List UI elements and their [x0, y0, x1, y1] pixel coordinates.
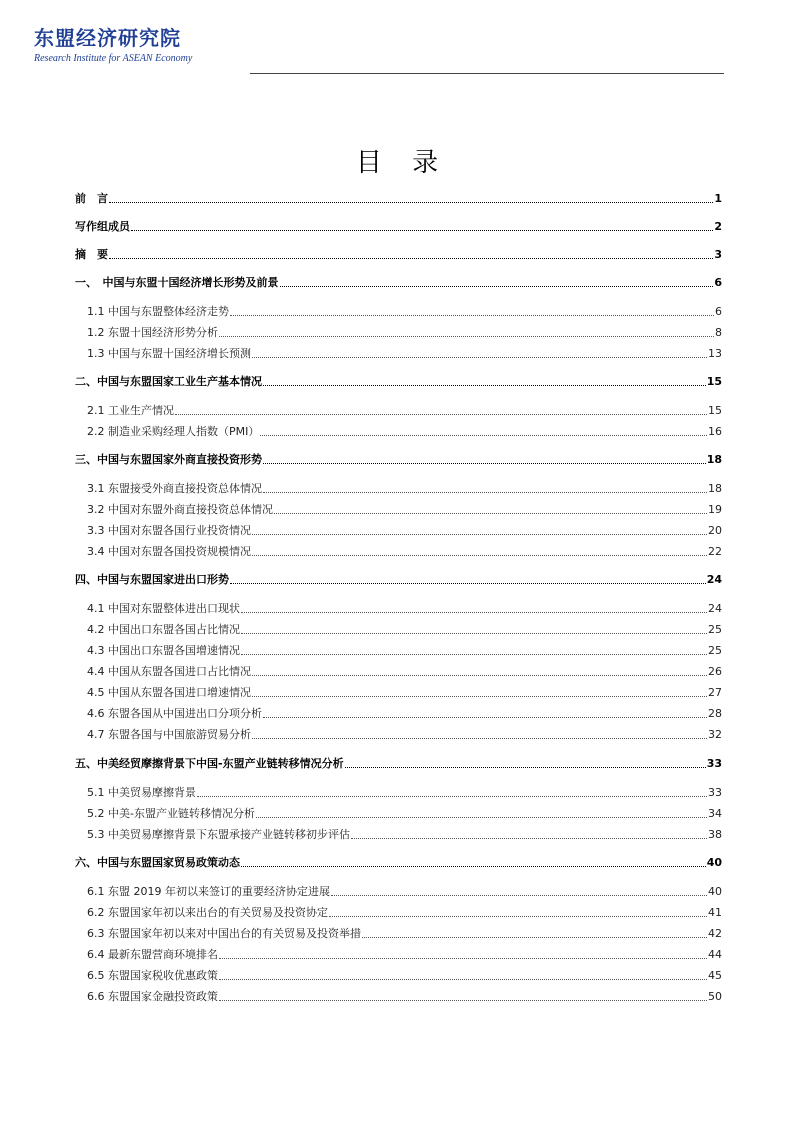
- toc-leader: [345, 767, 706, 768]
- organization-logo-en: Research Institute for ASEAN Economy: [34, 53, 193, 64]
- toc-page-number: 18: [706, 453, 722, 466]
- toc-subentry[interactable]: [87, 904, 722, 920]
- toc-leader: [252, 675, 707, 676]
- toc-entry[interactable]: [75, 246, 722, 262]
- toc-subentry[interactable]: [87, 345, 722, 361]
- toc-entry-label: 4.4 中国从东盟各国进口占比情况: [87, 665, 251, 678]
- toc-entry-label: 1.2 东盟十国经济形势分析: [87, 326, 218, 339]
- toc-page-number: 33: [706, 757, 722, 770]
- toc-subentry[interactable]: [87, 946, 722, 962]
- toc-entry-label: 6.3 东盟国家年初以来对中国出台的有关贸易及投资举措: [87, 927, 361, 940]
- toc-subentry[interactable]: [87, 423, 722, 439]
- organization-logo-cn: 东盟经济研究院: [34, 26, 181, 50]
- toc-entry-label: 3.2 中国对东盟外商直接投资总体情况: [87, 503, 273, 516]
- toc-page-number: 2: [714, 220, 722, 233]
- toc-page-number: 15: [708, 404, 722, 417]
- toc-entry[interactable]: [75, 451, 722, 467]
- toc-entry[interactable]: [75, 373, 722, 389]
- toc-page-number: 1: [714, 192, 722, 205]
- toc-page-number: 6: [714, 276, 722, 289]
- toc-leader: [263, 463, 706, 464]
- toc-entry[interactable]: [75, 274, 722, 290]
- toc-subentry[interactable]: [87, 480, 722, 496]
- toc-leader: [131, 230, 713, 231]
- toc-entry-label: 3.3 中国对东盟各国行业投资情况: [87, 524, 251, 537]
- toc-subentry[interactable]: [87, 967, 722, 983]
- toc-subentry[interactable]: [87, 501, 722, 517]
- toc-leader: [252, 738, 707, 739]
- toc-leader: [274, 513, 707, 514]
- toc-leader: [252, 534, 707, 535]
- toc-entry-label: 六、中国与东盟国家贸易政策动态: [75, 856, 240, 869]
- toc-page-number: 25: [708, 644, 722, 657]
- toc-entry-label: 一、 中国与东盟十国经济增长形势及前景: [75, 276, 279, 289]
- toc-leader: [241, 612, 707, 613]
- page-header: [34, 22, 734, 78]
- toc-entry-label: 5.3 中美贸易摩擦背景下东盟承接产业链转移初步评估: [87, 828, 350, 841]
- toc-entry-label: 2.2 制造业采购经理人指数（PMI）: [87, 425, 260, 438]
- toc-entry-label: 6.2 东盟国家年初以来出台的有关贸易及投资协定: [87, 906, 328, 919]
- toc-leader: [331, 895, 707, 896]
- toc-subentry[interactable]: [87, 784, 722, 800]
- header-divider: [250, 73, 724, 74]
- toc-entry-label: 1.1 中国与东盟整体经济走势: [87, 305, 229, 318]
- toc-leader: [252, 555, 707, 556]
- toc-entry-label: 2.1 工业生产情况: [87, 404, 174, 417]
- toc-entry-label: 3.1 东盟接受外商直接投资总体情况: [87, 482, 262, 495]
- toc-entry-label: 4.7 东盟各国与中国旅游贸易分析: [87, 728, 251, 741]
- toc-entry-label: 写作组成员: [75, 220, 130, 233]
- toc-entry-label: 四、中国与东盟国家进出口形势: [75, 573, 229, 586]
- page-title: 目 录: [355, 148, 439, 178]
- toc-leader: [219, 979, 707, 980]
- toc-entry[interactable]: [75, 755, 722, 771]
- toc-leader: [263, 385, 706, 386]
- toc-entry-label: 5.2 中美-东盟产业链转移情况分析: [87, 807, 255, 820]
- toc-entry-label: 6.6 东盟国家金融投资政策: [87, 990, 218, 1003]
- toc-page-number: 8: [715, 326, 722, 339]
- toc-entry-label: 4.5 中国从东盟各国进口增速情况: [87, 686, 251, 699]
- toc-subentry[interactable]: [87, 402, 722, 418]
- toc-page-number: 44: [708, 948, 722, 961]
- toc-leader: [362, 937, 707, 938]
- toc-entry-label: 五、中美经贸摩擦背景下中国-东盟产业链转移情况分析: [75, 757, 344, 770]
- toc-subentry[interactable]: [87, 826, 722, 842]
- toc-subentry[interactable]: [87, 883, 722, 899]
- toc-entry-label: 3.4 中国对东盟各国投资规模情况: [87, 545, 251, 558]
- toc-subentry[interactable]: [87, 726, 722, 742]
- toc-subentry[interactable]: [87, 642, 722, 658]
- toc-entry[interactable]: [75, 218, 722, 234]
- toc-entry[interactable]: [75, 190, 722, 206]
- toc-subentry[interactable]: [87, 684, 722, 700]
- toc-subentry[interactable]: [87, 805, 722, 821]
- toc-page-number: 34: [708, 807, 722, 820]
- toc-leader: [280, 286, 714, 287]
- toc-subentry[interactable]: [87, 621, 722, 637]
- toc-page-number: 24: [706, 573, 722, 586]
- toc-leader: [241, 633, 707, 634]
- toc-subentry[interactable]: [87, 522, 722, 538]
- toc-leader: [230, 583, 706, 584]
- toc-page-number: 28: [708, 707, 722, 720]
- toc-page-number: 38: [708, 828, 722, 841]
- toc-subentry[interactable]: [87, 303, 722, 319]
- toc-leader: [109, 202, 713, 203]
- toc-subentry[interactable]: [87, 543, 722, 559]
- toc-leader: [109, 258, 713, 259]
- toc-page-number: 26: [708, 665, 722, 678]
- toc-leader: [260, 435, 707, 436]
- toc-entry-label: 前 言: [75, 192, 108, 205]
- toc-subentry[interactable]: [87, 705, 722, 721]
- toc-page-number: 50: [708, 990, 722, 1003]
- toc-leader: [230, 315, 714, 316]
- toc-leader: [263, 492, 707, 493]
- toc-page-number: 13: [708, 347, 722, 360]
- toc-page-number: 33: [708, 786, 722, 799]
- toc-leader: [241, 866, 706, 867]
- toc-entry-label: 6.4 最新东盟营商环境排名: [87, 948, 218, 961]
- toc-entry[interactable]: [75, 854, 722, 870]
- toc-entry-label: 6.1 东盟 2019 年初以来签订的重要经济协定进展: [87, 885, 330, 898]
- toc-page-number: 16: [708, 425, 722, 438]
- toc-leader: [252, 357, 707, 358]
- toc-page-number: 20: [708, 524, 722, 537]
- toc-entry-label: 6.5 东盟国家税收优惠政策: [87, 969, 218, 982]
- toc-page-number: 40: [708, 885, 722, 898]
- toc-page-number: 6: [715, 305, 722, 318]
- toc-page-number: 32: [708, 728, 722, 741]
- toc-page-number: 40: [706, 856, 722, 869]
- toc-entry-label: 5.1 中美贸易摩擦背景: [87, 786, 196, 799]
- toc-leader: [219, 336, 714, 337]
- toc-entry-label: 4.2 中国出口东盟各国占比情况: [87, 623, 240, 636]
- toc-entry-label: 三、中国与东盟国家外商直接投资形势: [75, 453, 262, 466]
- toc-entry[interactable]: [75, 571, 722, 587]
- toc-leader: [219, 958, 707, 959]
- toc-entry-label: 二、中国与东盟国家工业生产基本情况: [75, 375, 262, 388]
- toc-leader: [241, 654, 707, 655]
- toc-leader: [256, 817, 707, 818]
- toc-page-number: 3: [714, 248, 722, 261]
- toc-subentry[interactable]: [87, 663, 722, 679]
- toc-page-number: 27: [708, 686, 722, 699]
- toc-page-number: 45: [708, 969, 722, 982]
- toc-page-number: 22: [708, 545, 722, 558]
- toc-leader: [197, 796, 707, 797]
- toc-page-number: 24: [708, 602, 722, 615]
- toc-entry-label: 4.1 中国对东盟整体进出口现状: [87, 602, 240, 615]
- toc-page-number: 15: [706, 375, 722, 388]
- toc-leader: [219, 1000, 707, 1001]
- toc-leader: [351, 838, 707, 839]
- toc-leader: [329, 916, 707, 917]
- toc-page-number: 41: [708, 906, 722, 919]
- toc-subentry[interactable]: [87, 925, 722, 941]
- toc-page-number: 42: [708, 927, 722, 940]
- toc-leader: [175, 414, 707, 415]
- toc-subentry[interactable]: [87, 600, 722, 616]
- toc-page-number: 18: [708, 482, 722, 495]
- toc-entry-label: 1.3 中国与东盟十国经济增长预测: [87, 347, 251, 360]
- toc-entry-label: 摘 要: [75, 248, 108, 261]
- toc-entry-label: 4.6 东盟各国从中国进出口分项分析: [87, 707, 262, 720]
- toc-subentry[interactable]: [87, 988, 722, 1004]
- toc-subentry[interactable]: [87, 324, 722, 340]
- toc-entry-label: 4.3 中国出口东盟各国增速情况: [87, 644, 240, 657]
- toc-leader: [252, 696, 707, 697]
- toc-page-number: 19: [708, 503, 722, 516]
- toc-leader: [263, 717, 707, 718]
- toc-page-number: 25: [708, 623, 722, 636]
